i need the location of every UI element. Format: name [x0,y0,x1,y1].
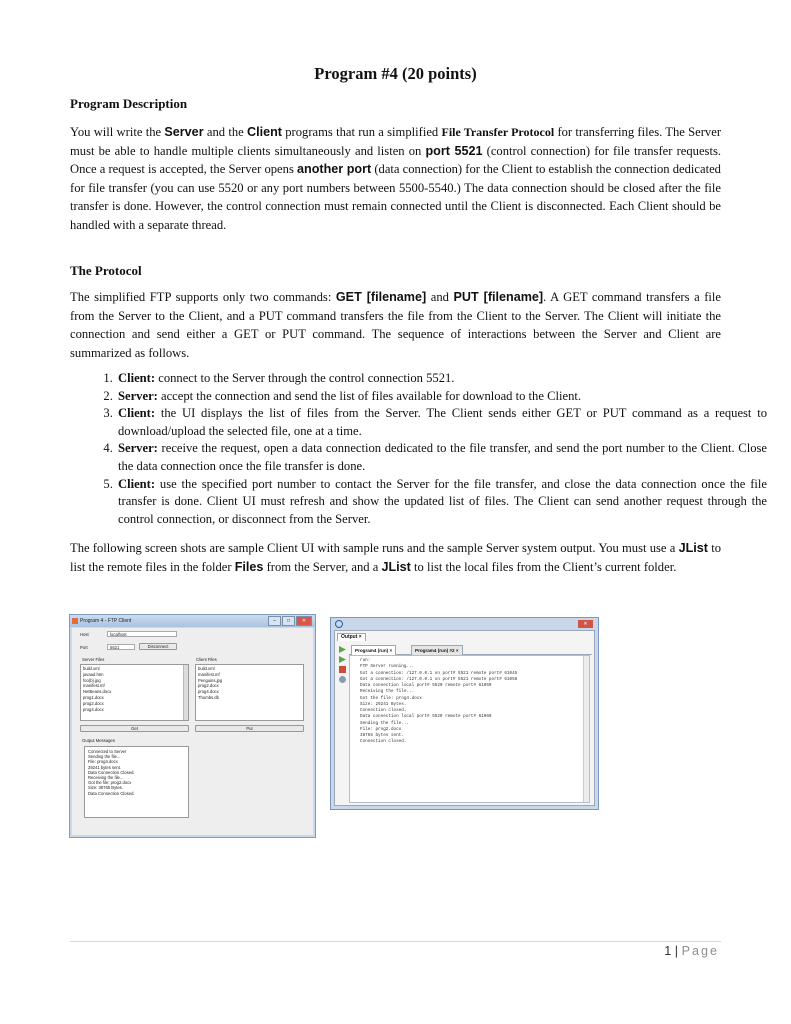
step-item: 2. Server: accept the connection and send the list of files available for download to the Client. [116,388,767,406]
message-line: Size: 38765 Bytes. [88,785,123,791]
list-item[interactable]: foo(b).jpg [83,677,101,683]
port-label: Port [80,645,88,650]
heading-program-description: Program Description [70,96,188,111]
disconnect-button[interactable]: Disconnect [139,643,177,650]
client-files-label: Client Files [196,657,217,662]
step-item: 3. Client: the UI displays the list of files from the Server. The Client sends either GET or PUT command as a request to download/upload the selected file, one at a time. [116,405,767,440]
tab-program4-run[interactable]: Program4 (run) × [351,645,396,655]
tab-program4-run-2[interactable]: Program4 (run) #2 × [411,645,463,655]
console-line: run: [360,658,371,663]
output-tab[interactable]: Output × [337,633,366,641]
console-line: 38765 bytes sent. [360,733,404,738]
list-item[interactable]: build.xml [83,666,100,671]
step-item: 5. Client: use the specified port number to contact the Server for the file transfer, and close the data connection once the file transfer is done. Client UI must refresh and show the updated list of files. The Client can send another request through the control connection, or disconnect from the Server. [116,476,767,529]
message-line: File: prog4.docx [88,759,118,765]
run-tabs [349,645,592,655]
console-line: Data connection local port# 5520 remote port# 61060 [360,714,492,720]
page-label: Page [681,944,719,958]
port-input[interactable]: 5521 [107,644,135,650]
console-line: File: prog2.docx [360,726,402,732]
put-button[interactable]: Put [195,725,304,732]
server-window-titlebar [331,618,598,630]
console-line: FTP Server running... [360,664,415,670]
list-item[interactable]: NetBeans.docx [83,689,112,695]
output-messages-label: Output Messages [82,738,115,743]
output-panel [334,630,595,806]
page-footer: 1 | Page [664,944,719,958]
message-line: 29241 bytes sent. [88,764,122,770]
protocol-paragraph: The simplified FTP supports only two commands: GET [filename] and PUT [filename]. A GET command transfers a file from the Server to the Client, and a PUT command transfers the file from the Client to the Server. The Client will initiate the connection and send either a GET or PUT command. The sequence of interactions between the Server and Client are summarized as follows. [70,290,722,360]
list-item[interactable]: manifest.mf [198,671,220,677]
message-line: Got the file: prog2.docx [88,780,132,786]
host-label: Host [80,632,89,637]
message-line: Data Connection Closed. [88,790,135,796]
stop-icon[interactable] [339,666,346,673]
console-line: Sending the file... [360,720,409,726]
message-line: Sending the file... [88,754,121,760]
console-scrollbar[interactable] [583,656,589,802]
console-line: Receiving the file... [360,689,415,695]
close-icon[interactable]: ✕ [578,620,593,628]
step-item: 4. Server: receive the request, open a data connection dedicated to the file transfer, and send the port number to the Client. Close the data connection once the file transfer is done. [116,440,767,475]
console-line: Connection closed. [360,708,407,713]
close-icon[interactable]: ✕ [296,616,312,626]
server-files-label: Server Files [82,657,105,662]
maximize-icon[interactable]: □ [282,616,295,626]
server-list-scrollbar[interactable] [183,665,188,720]
step-item: 1. Client: connect to the Server through the control connection 5521. [116,370,767,388]
message-line: Receiving the file... [88,775,124,781]
settings-icon[interactable] [339,676,346,683]
run-icon[interactable] [339,646,346,653]
list-item[interactable]: Penguins.jpg [198,677,223,683]
java-app-icon [72,618,78,624]
list-item[interactable]: prog1.docx [83,694,104,700]
minimize-icon[interactable]: – [268,616,281,626]
console-line: Got a connection: /127.0.0.1 on port# 5521 remote port# 61045 [360,670,518,676]
window-controls [268,616,312,626]
client-window-titlebar [70,615,315,627]
rerun-icon[interactable] [339,656,346,663]
page-number: 1 [664,944,672,958]
server-output-screenshot [330,617,599,810]
screens-paragraph: The following screen shots are sample Client UI with sample runs and the sample Server system output. You must use a JList to list the remote files in the folder Files from the Server, and a JList to list the local files from the Client’s current folder. [70,541,721,574]
console-line: Data connection local port# 5520 remote port# 61059 [360,683,492,688]
client-files-list[interactable] [195,664,304,721]
footer-divider [70,941,721,942]
list-item[interactable]: manifest.mf [83,683,105,689]
client-window-title: Program 4 - FTP Client [80,618,132,624]
client-window-body [72,628,313,835]
list-item[interactable]: prog4.docx [83,706,104,712]
list-item[interactable]: prog2.docx [83,700,104,706]
netbeans-icon [335,620,343,628]
intro-paragraph: You will write the Server and the Client programs that run a simplified File Transfer Protocol for transferring files. The Server must be able to handle multiple clients simultaneously and listen on port 5521 (control connection) for file transfer requests. Once a request is accepted, the Server opens another port (data connection) for the Client to establish the connection dedicated for file transfer (you can use 5520 or any port numbers between 5500-5540.) The data connection should be closed after the file transfer is done. However, the control connection must remain connected until the Client is disconnected. Each Client should be handled with a separate thread. [70,125,722,232]
protocol-steps [70,370,767,528]
heading-protocol: The Protocol [70,263,142,278]
server-files-list[interactable] [80,664,189,721]
output-toolbar [337,646,347,686]
page-title: Program #4 (20 points) [314,64,477,83]
message-line: Connected to Server [88,749,127,754]
list-item[interactable]: javaad.htm [83,671,104,677]
console-line: Connection closed. [360,739,407,745]
output-messages-area [84,746,189,818]
list-item[interactable]: Thumbs.db [198,694,219,700]
server-console-output [349,655,590,803]
list-item[interactable]: build.xml [198,666,215,671]
console-line: Size: 29241 Bytes. [360,701,407,707]
console-line: Got the file: prog4.docx [360,695,422,701]
get-button[interactable]: Get [80,725,189,732]
host-input[interactable]: localhost [107,631,177,637]
console-line: Got a connection: /127.0.0.1 on port# 5521 remote port# 61058 [360,676,518,682]
client-ui-screenshot [69,614,316,838]
message-line: Data Connection Closed. [88,769,135,775]
list-item[interactable]: prog2.docx [198,683,219,689]
list-item[interactable]: prog4.docx [198,689,219,695]
